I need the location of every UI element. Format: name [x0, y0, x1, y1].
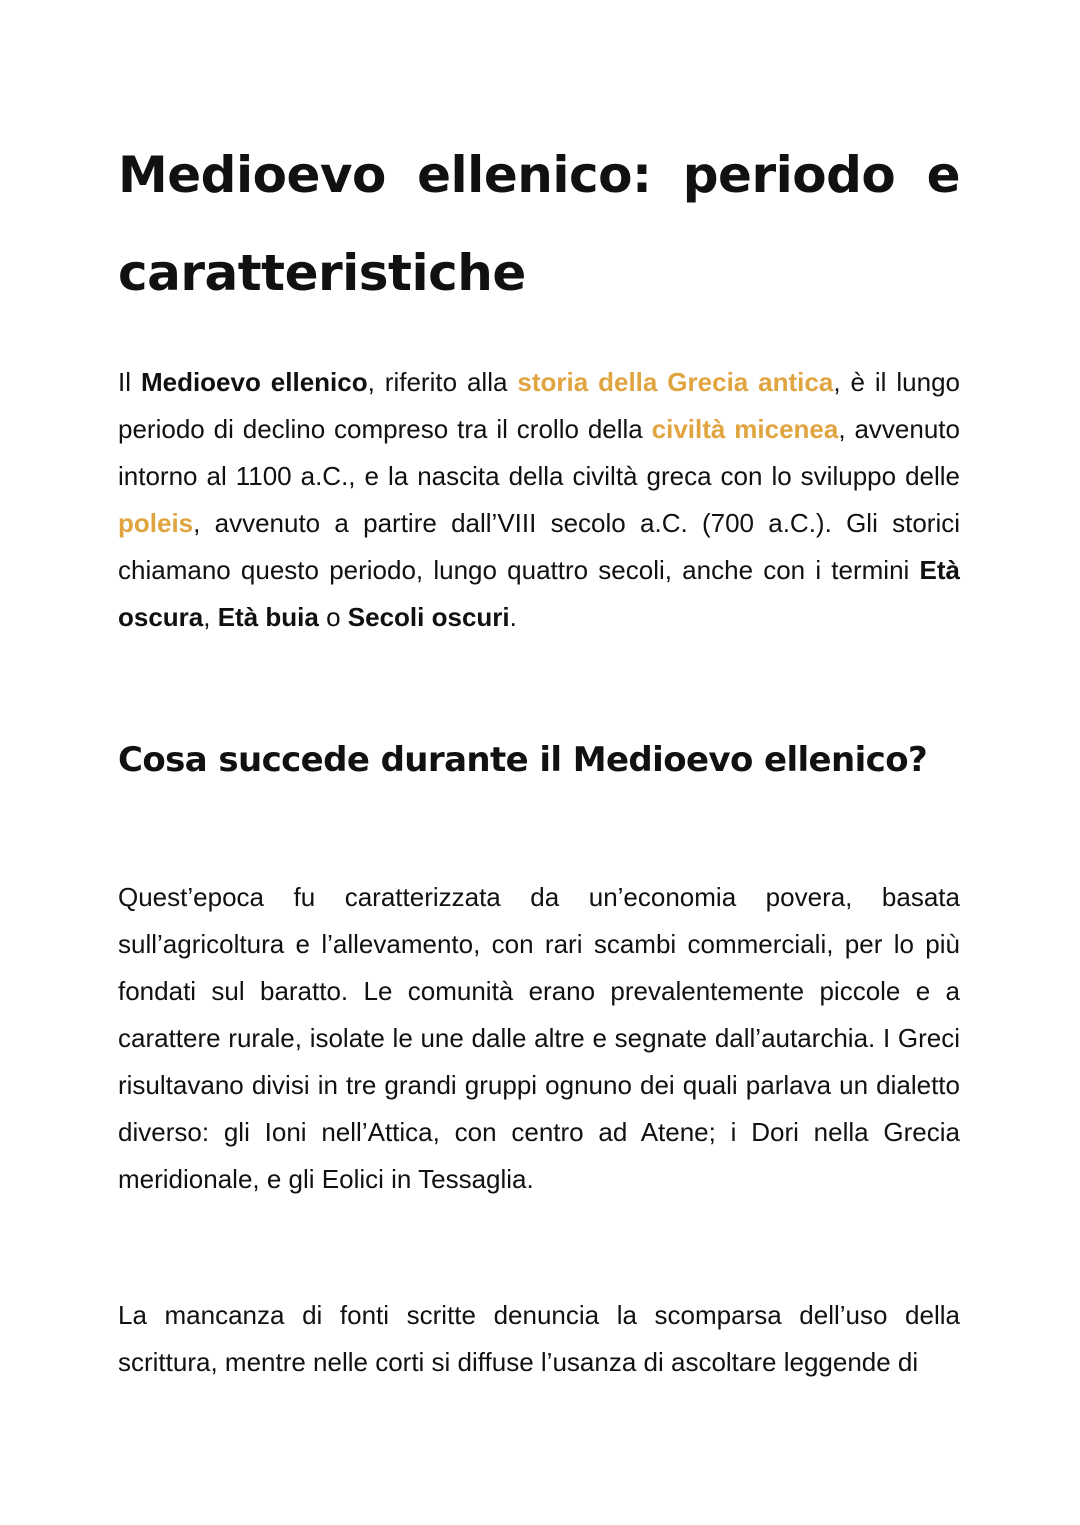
- title-word: e: [926, 146, 960, 204]
- title-line-1: [118, 126, 960, 224]
- section-heading: Cosa succede durante il Medioevo ellenico?: [118, 740, 928, 780]
- body-paragraph: Quest’epoca fu caratterizzata da un’economia povera, basata sull’agricoltura e l’allevamento, con rari scambi commerciali, per lo più fondati sul baratto. Le comunità erano prevalentemente piccole e a carattere rurale, isolate le une dalle altre e segnate dall’autarchia. I Greci risultavano divisi in tre grandi gruppi ognuno dei quali parlava un dialetto diverso: gli Ioni nell’Attica, con centro ad Atene; i Dori nella Grecia meridionale, e gli Eolici in Tessaglia.: [118, 882, 960, 1194]
- text-run: o: [318, 602, 348, 632]
- title-word: Medioevo: [118, 146, 386, 204]
- bold-term: Medioevo ellenico: [140, 367, 368, 397]
- title-line-2: caratteristiche: [118, 244, 526, 302]
- title-word: ellenico:: [417, 146, 652, 204]
- text-run: , avvenuto intorno al 1100 a.C., e la nascita della civiltà greca con lo sviluppo delle: [118, 414, 960, 491]
- text-run: ,: [203, 602, 218, 632]
- highlight-link[interactable]: civiltà micenea: [651, 414, 839, 444]
- text-run: .: [509, 602, 517, 632]
- text-run: , riferito alla: [367, 367, 518, 397]
- intro-paragraph: [118, 359, 960, 641]
- title-word: periodo: [682, 146, 896, 204]
- page-title: [118, 126, 960, 322]
- text-run: , avvenuto a partire dall’VIII secolo a.C. (700 a.C.). Gli storici chiamano questo periodo, lungo quattro secoli, anche con i termini: [118, 508, 960, 585]
- text-run: Il: [118, 367, 141, 397]
- text-run: , è il lungo periodo di declino compreso tra il crollo della: [118, 367, 961, 444]
- highlight-link[interactable]: storia della Grecia antica: [517, 367, 834, 397]
- bold-term: Secoli oscuri: [347, 602, 510, 632]
- highlight-link[interactable]: poleis: [118, 508, 194, 538]
- bold-term: Età oscura: [118, 555, 960, 632]
- bold-term: Età buia: [217, 602, 319, 632]
- body-paragraph: La mancanza di fonti scritte denuncia la scomparsa dell’uso della scrittura, mentre nelle corti si diffuse l’usanza di ascoltare leggende di: [118, 1300, 960, 1377]
